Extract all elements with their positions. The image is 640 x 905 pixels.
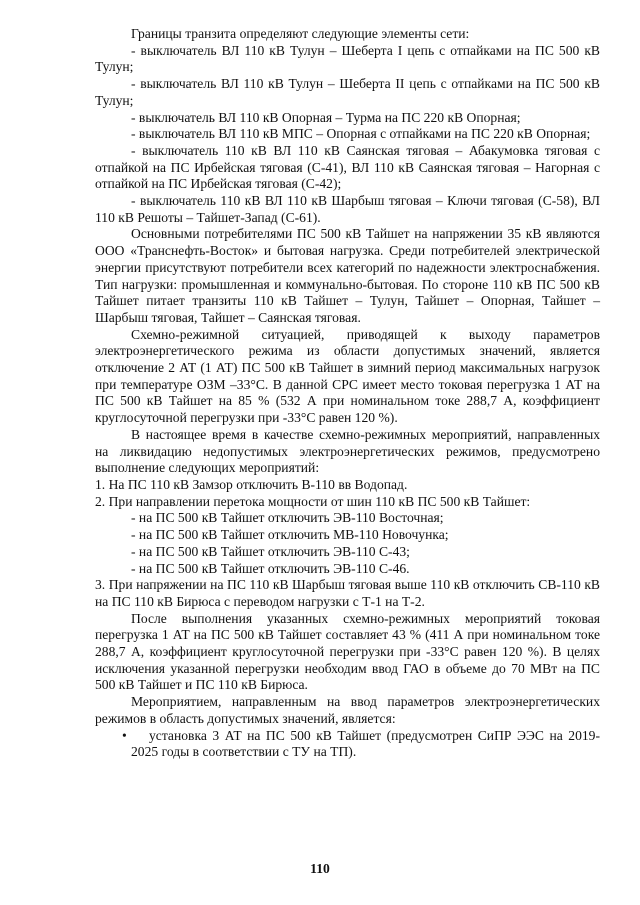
- bullet-item-text: установка 3 АТ на ПС 500 кВ Тайшет (предусмотрен СиПР ЭЭС на 2019-2025 годы в соответствии с ТУ на ТП).: [131, 727, 600, 760]
- list-item-breaker-sharbysh: - выключатель 110 кВ ВЛ 110 кВ Шарбыш тяговая – Ключи тяговая (С-58), ВЛ 110 кВ Решоты – Тайшет-Запад (С-61).: [95, 193, 600, 225]
- paragraph-scheme-situation: Схемно-режимной ситуацией, приводящей к выходу параметров электроэнергетического режима из области допустимых значений, является отключение 2 АТ (1 АТ) ПС 500 кВ Тайшет в зимний период максимальных нагрузок при температуре ОЗМ –33°С. В данной СРС имеет место токовая перегрузка 1 АТ на ПС 500 кВ Тайшет на 85 % (532 А при номинальном токе 288,7 А, коэффициент круглосуточной перегрузки при -33°С равен 120 %).: [95, 326, 600, 426]
- numbered-item-2: 2. При направлении перетока мощности от шин 110 кВ ПС 500 кВ Тайшет:: [95, 493, 531, 509]
- sub-item-mv-110-novochunka: - на ПС 500 кВ Тайшет отключить МВ-110 Новочунка;: [131, 527, 449, 543]
- sub-item-ev-110-s43: - на ПС 500 кВ Тайшет отключить ЭВ-110 С-43;: [131, 543, 410, 559]
- list-item-breaker-sayanskaya: - выключатель 110 кВ ВЛ 110 кВ Саянская тяговая – Абакумовка тяговая с отпайкой на ПС Ирбейская тяговая (С-41), ВЛ 110 кВ Саянская тяговая – Нагорная с отпайкой на ПС Ирбейская тяговая (С-42);: [95, 142, 600, 192]
- bullet-item-install-3at: [95, 728, 600, 761]
- list-item-breaker-opornaya-turma: - выключатель ВЛ 110 кВ Опорная – Турма на ПС 220 кВ Опорная;: [131, 109, 521, 125]
- list-item-breaker-tulun-sheberta-1: - выключатель ВЛ 110 кВ Тулун – Шеберта I цепь с отпайками на ПС 500 кВ Тулун;: [95, 42, 600, 75]
- page-number: 110: [310, 861, 330, 876]
- bullet-glyph: •: [122, 727, 127, 743]
- numbered-item-1: 1. На ПС 110 кВ Замзор отключить В-110 вв Водопад.: [95, 476, 408, 492]
- paragraph-after-measures: После выполнения указанных схемно-режимных мероприятий токовая перегрузка 1 АТ на ПС 500 кВ Тайшет составляет 43 % (411 А при номинальном токе 288,7 А, коэффициент круглосуточной перегрузки при -33°С равен 120 %). В целях исключения указанной перегрузки необходим ввод ГАО в объеме до 70 МВт на ПС 500 кВ Тайшет и ПС 110 кВ Бирюса.: [95, 610, 600, 693]
- paragraph-main-consumers: Основными потребителями ПС 500 кВ Тайшет на напряжении 35 кВ являются ООО «Транснефть-Восток» и бытовая нагрузка. Среди потребителей электрической энергии присутствуют потребители всех категорий по надежности электроснабжения. Тип нагрузки: промышленная и коммунально-бытовая. По стороне 110 кВ ПС 500 кВ Тайшет питает транзиты 110 кВ Тайшет – Тулун, Тайшет – Опорная, Тайшет – Шарбыш тяговая, Тайшет – Саянская тяговая.: [95, 226, 600, 325]
- document-body: [95, 26, 600, 761]
- paragraph-measure-intro: Мероприятием, направленным на ввод параметров электроэнергетических режимов в область допустимых значений, является:: [95, 694, 600, 726]
- paragraph-current-measures: В настоящее время в качестве схемно-режимных мероприятий, направленных на ликвидацию недопустимых электроэнергетических режимов, предусмотрено выполнение следующих мероприятий:: [95, 426, 600, 476]
- sub-item-ev-110-vostochnaya: - на ПС 500 кВ Тайшет отключить ЭВ-110 Восточная;: [131, 510, 444, 526]
- paragraph-transit-boundaries: Границы транзита определяют следующие элементы сети:: [131, 26, 470, 41]
- list-item-breaker-tulun-sheberta-2: - выключатель ВЛ 110 кВ Тулун – Шеберта II цепь с отпайками на ПС 500 кВ Тулун;: [95, 76, 600, 108]
- sub-item-ev-110-s46: - на ПС 500 кВ Тайшет отключить ЭВ-110 С-46.: [131, 560, 410, 576]
- list-item-breaker-mps-opornaya: - выключатель ВЛ 110 кВ МПС – Опорная с отпайками на ПС 220 кВ Опорная;: [131, 126, 591, 142]
- numbered-item-3: 3. При напряжении на ПС 110 кВ Шарбыш тяговая выше 110 кВ отключить СВ-110 кВ на ПС 110 кВ Бирюса с переводом нагрузки с Т-1 на Т-2.: [95, 577, 600, 609]
